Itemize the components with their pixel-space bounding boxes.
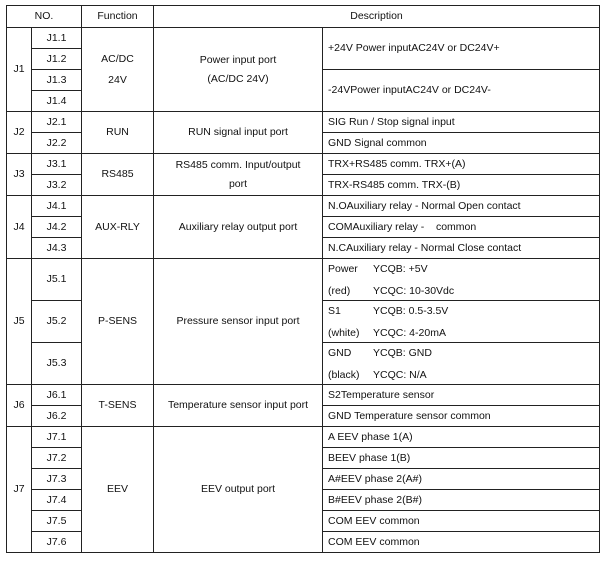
sensor-line [328,326,594,340]
description-cell: B#EEV phase 2(B#) [323,490,600,511]
table-header-row [7,6,600,28]
header-description: Description [154,6,600,28]
pin-number: J7.5 [32,511,82,532]
function-cell: RUN [82,112,154,154]
sensor-line [328,346,594,360]
description-cell: A EEV phase 1(A) [323,427,600,448]
pin-number: J7.2 [32,448,82,469]
port-cell [154,28,323,112]
sensor-value: YCQB: 0.5-3.5V [373,304,449,317]
function-line: 24V [108,73,127,86]
group-id: J4 [7,196,32,259]
table-row [7,28,600,49]
port-cell: RUN signal input port [154,112,323,154]
pin-number: J3.1 [32,154,82,175]
sensor-value: YCQC: 10-30Vdc [373,284,455,297]
port-line: RS485 comm. Input/output [175,158,301,171]
sensor-description-cell [323,301,600,343]
sensor-description-cell [323,343,600,385]
pin-number: J7.1 [32,427,82,448]
port-line: Power input port [199,53,277,66]
group-id: J6 [7,385,32,427]
pin-number: J1.2 [32,49,82,70]
group-id: J2 [7,112,32,154]
pin-number: J4.1 [32,196,82,217]
pin-number: J6.2 [32,406,82,427]
sensor-label: (white) [328,326,360,339]
description-cell: SIG Run / Stop signal input [323,112,600,133]
table-row [7,196,600,217]
table-row [7,112,600,133]
sensor-value: YCQB: GND [373,346,432,359]
sensor-value: YCQC: 4-20mA [373,326,446,339]
port-cell: EEV output port [154,427,323,553]
description-cell: +24V Power inputAC24V or DC24V+ [323,28,600,70]
group-id: J5 [7,259,32,385]
connector-table [6,5,600,553]
table-row [7,259,600,301]
function-cell: P-SENS [82,259,154,385]
pin-number: J4.2 [32,217,82,238]
pin-number: J4.3 [32,238,82,259]
pin-number: J5.1 [32,259,82,301]
sensor-label: Power [328,262,358,275]
sensor-description-cell [323,259,600,301]
sensor-label: (black) [328,368,360,381]
sensor-value: YCQC: N/A [373,368,427,381]
function-cell: RS485 [82,154,154,196]
port-cell: Auxiliary relay output port [154,196,323,259]
function-cell: EEV [82,427,154,553]
description-cell: A#EEV phase 2(A#) [323,469,600,490]
sensor-line [328,368,594,382]
description-cell: COMAuxiliary relay - common [323,217,600,238]
table-row [7,154,600,175]
header-no: NO. [7,6,82,28]
port-cell: Pressure sensor input port [154,259,323,385]
description-cell: TRX+RS485 comm. TRX+(A) [323,154,600,175]
header-function: Function [82,6,154,28]
group-id: J7 [7,427,32,553]
sensor-label: (red) [328,284,351,297]
sensor-value: YCQB: +5V [373,262,428,275]
sensor-label: GND [328,346,352,359]
function-cell: T-SENS [82,385,154,427]
port-line: port [228,177,248,190]
sensor-line [328,262,594,276]
description-cell: TRX-RS485 comm. TRX-(B) [323,175,600,196]
table-row [7,385,600,406]
description-cell: COM EEV common [323,532,600,553]
sensor-label: S1 [328,304,341,317]
pin-number: J7.6 [32,532,82,553]
description-cell: GND Signal common [323,133,600,154]
pin-number: J1.1 [32,28,82,49]
port-cell: Temperature sensor input port [154,385,323,427]
description-cell: GND Temperature sensor common [323,406,600,427]
function-cell: AUX-RLY [82,196,154,259]
pin-number: J7.3 [32,469,82,490]
group-id: J3 [7,154,32,196]
port-line: (AC/DC 24V) [207,72,269,85]
description-cell: N.OAuxiliary relay - Normal Open contact [323,196,600,217]
pin-number: J1.4 [32,91,82,112]
description-cell: -24VPower inputAC24V or DC24V- [323,70,600,112]
pin-number: J2.2 [32,133,82,154]
pin-number: J7.4 [32,490,82,511]
pin-number: J2.1 [32,112,82,133]
sensor-line [328,284,594,298]
description-cell: S2Temperature sensor [323,385,600,406]
table-row [7,427,600,448]
pin-number: J1.3 [32,70,82,91]
pin-number: J6.1 [32,385,82,406]
pin-number: J5.3 [32,343,82,385]
description-cell: BEEV phase 1(B) [323,448,600,469]
description-cell: COM EEV common [323,511,600,532]
pin-number: J5.2 [32,301,82,343]
description-cell: N.CAuxiliary relay - Normal Close contact [323,238,600,259]
group-id: J1 [7,28,32,112]
port-cell [154,154,323,196]
function-cell [82,28,154,112]
pin-number: J3.2 [32,175,82,196]
function-line: AC/DC [101,52,134,65]
sensor-line [328,304,594,318]
